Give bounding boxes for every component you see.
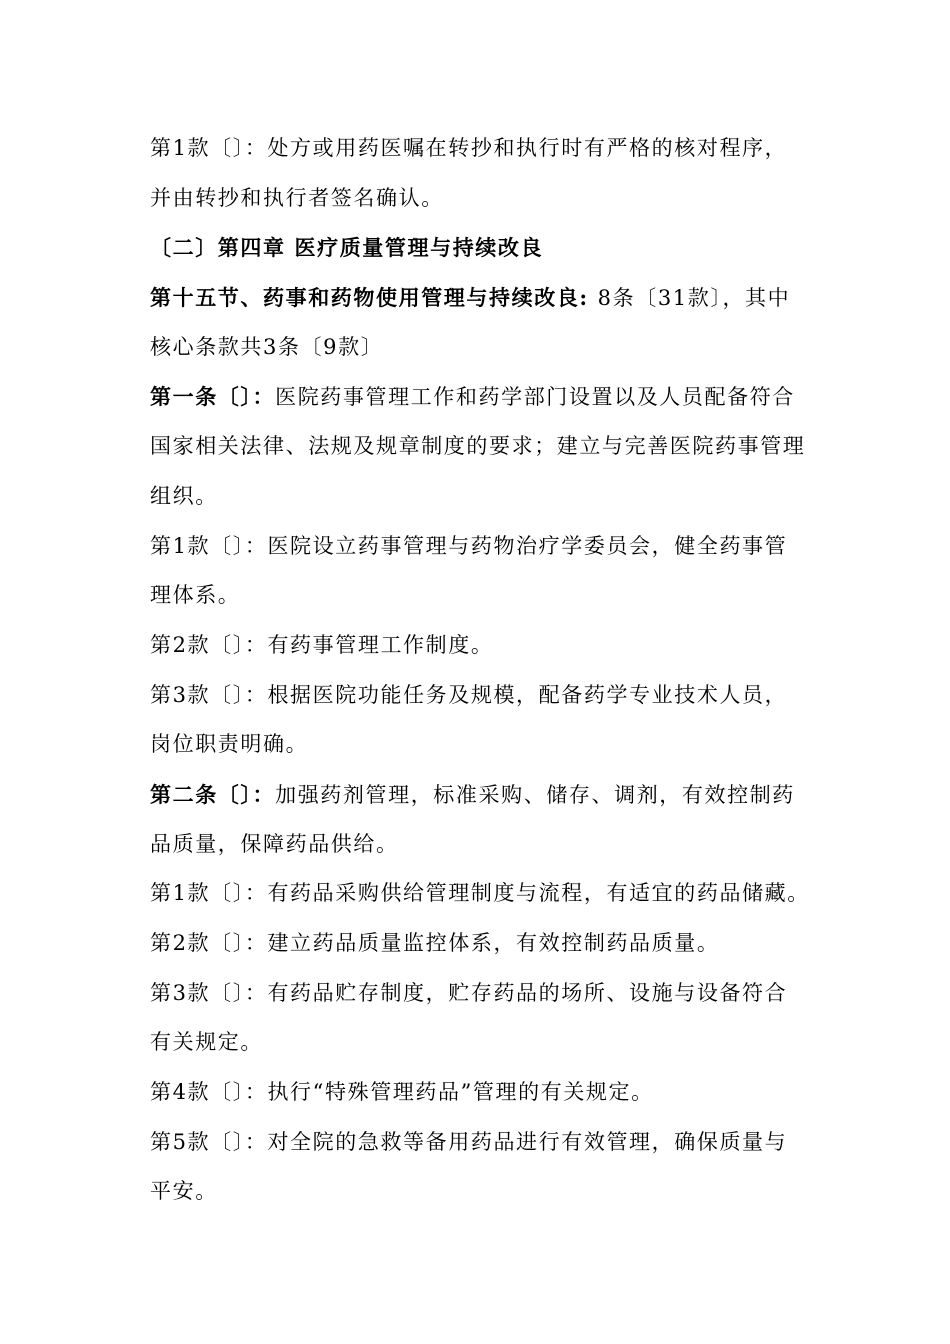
section-heading: [150, 273, 820, 323]
text-line: [150, 323, 820, 373]
text-line: [150, 1018, 820, 1068]
article-text: 国家相关法律、法规及规章制度的要求；建立与完善医院药事管理: [150, 434, 806, 459]
article-heading: [150, 770, 820, 820]
text-line: [150, 869, 820, 919]
text-line: [150, 621, 820, 671]
clause-text: 理体系。: [150, 583, 241, 608]
section-count: 8条〔31款〕，其中: [597, 286, 791, 311]
clause-text: 并由转抄和执行者签名确认。: [150, 185, 444, 210]
section-core-count: 核心条款共3条〔9款〕: [150, 334, 384, 359]
document-body: [150, 124, 820, 1217]
clause-text: 平安。: [150, 1179, 218, 1204]
article-label: 第一条〔〕：: [150, 384, 276, 410]
clause-text: 岗位职责明确。: [150, 732, 309, 757]
text-line: [150, 820, 820, 870]
article-label: 第二条〔〕：: [150, 781, 276, 807]
clause-text: 第3款〔〕：根据医院功能任务及规模，配备药学专业技术人员，: [150, 682, 788, 707]
text-line: [150, 174, 820, 224]
clause-text: 第1款〔〕：处方或用药医嘱在转抄和执行时有严格的核对程序，: [150, 136, 788, 160]
clause-text: 第3款〔〕：有药品贮存制度，贮存药品的场所、设施与设备符合: [150, 980, 788, 1005]
text-line: [150, 671, 820, 721]
article-text: 加强药剂管理，标准采购、储存、调剂，有效控制药: [275, 782, 795, 807]
article-text: 医院药事管理工作和药学部门设置以及人员配备符合: [275, 385, 795, 410]
clause-text: 第1款〔〕：医院设立药事管理与药物治疗学委员会，健全药事管: [150, 533, 788, 558]
clause-text: 第2款〔〕：建立药品质量监控体系，有效控制药品质量。: [150, 931, 720, 955]
clause-text: 第1款〔〕：有药品采购供给管理制度与流程，有适宜的药品储藏。: [150, 881, 810, 906]
text-line: [150, 472, 820, 522]
text-line: [150, 919, 820, 969]
clause-text: 第5款〔〕：对全院的急救等备用药品进行有效管理，确保质量与: [150, 1129, 788, 1154]
text-line: [150, 969, 820, 1019]
article-heading: [150, 372, 820, 422]
clause-text: 有关规定。: [150, 1030, 263, 1055]
text-line: [150, 422, 820, 472]
chapter-title: 〔二〕第四章 医疗质量管理与持续改良: [150, 235, 544, 261]
text-line: [150, 522, 820, 572]
article-text: 组织。: [150, 483, 218, 508]
text-line: [150, 1118, 820, 1168]
section-title: 第十五节、药事和药物使用管理与持续改良:: [150, 285, 598, 311]
text-line: [150, 1167, 820, 1217]
text-line: [150, 571, 820, 621]
text-line: [150, 124, 820, 174]
chapter-heading: [150, 223, 820, 273]
text-line: [150, 720, 820, 770]
text-line: [150, 1068, 820, 1118]
clause-text: 第2款〔〕：有药事管理工作制度。: [150, 632, 494, 657]
clause-text: 第4款〔〕：执行“特殊管理药品”管理的有关规定。: [150, 1080, 654, 1105]
article-text: 品质量，保障药品供给。: [150, 831, 399, 856]
